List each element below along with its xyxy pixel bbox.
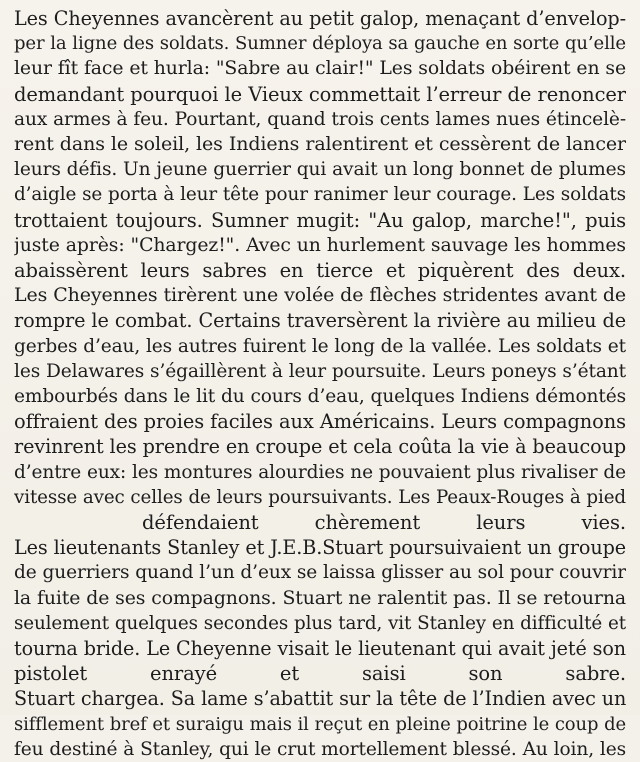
text-line: d’entre eux: les montures alourdies ne pouvaient plus rivaliser de	[14, 461, 626, 483]
text-line: de guerriers quand l’un d’eux se laissa glisser au sol pour couvrir	[14, 562, 626, 584]
text-line: Les Cheyennes tirèrent une volée de flèches stridentes avant de	[14, 284, 626, 307]
text-line: offraient des proies faciles aux Américains. Leurs compagnons	[14, 410, 626, 434]
text-line: tourna bride. Le Cheyenne visait le lieutenant qui avait jeté son	[14, 637, 626, 661]
text-line: leurs défis. Un jeune guerrier qui avait un long bonnet de plumes	[14, 159, 626, 181]
paragraph-2	[14, 283, 626, 535]
text-line: juste après: "Chargez!". Avec un hurlement sauvage les hommes	[14, 234, 626, 256]
text-line: Les Cheyennes avancèrent au petit galop, menaçant d’envelop-	[14, 7, 626, 30]
text-line: trottaient toujours. Sumner mugit: "Au galop, marche!", puis	[14, 208, 626, 232]
paragraph-1	[14, 6, 626, 283]
text-line: les Delawares s’égaillèrent à leur poursuite. Leurs poneys s’étant	[14, 360, 626, 382]
paragraph-4	[14, 686, 626, 762]
text-line: vitesse avec celles de leurs poursuivants. Les Peaux-Rouges à pied	[14, 486, 626, 508]
text-line: gerbes d’eau, les autres fuirent le long de la vallée. Les soldats et	[14, 335, 626, 357]
text-line: Les lieutenants Stanley et J.E.B.Stuart poursuivaient un groupe	[14, 536, 626, 560]
text-line: demandant pourquoi le Vieux commettait l’erreur de renoncer	[14, 82, 626, 106]
text-line: feu destiné à Stanley, qui le crut mortellement blessé. Au loin, les	[14, 738, 626, 760]
text-line: seulement quelques secondes plus tard, vit Stanley en difficulté et	[14, 612, 626, 634]
text-line: sifflement bref et suraigu mais il reçut en pleine poitrine le coup de	[14, 713, 626, 735]
text-line: pistolet enrayé et saisi son sabre.	[14, 662, 626, 686]
text-line: embourbés dans le lit du cours d’eau, quelques Indiens démontés	[14, 386, 626, 408]
text-line: rompre le combat. Certains traversèrent la rivière au milieu de	[14, 309, 626, 333]
text-line: Stuart chargea. Sa lame s’abattit sur la tête de l’Indien avec un	[14, 687, 626, 711]
text-line: abaissèrent leurs sabres en tierce et piquèrent des deux.	[14, 259, 626, 283]
text-line: rent dans le soleil, les Indiens ralentirent et cessèrent de lancer	[14, 133, 626, 156]
text-line: la fuite de ses compagnons. Stuart ne ralentit pas. Il se retourna	[14, 587, 626, 609]
text-line: d’aigle se porta à leur tête pour ranimer leur courage. Les soldats	[14, 184, 626, 206]
text-line: leur fît face et hurla: "Sabre au clair!" Les soldats obéirent en se	[14, 58, 626, 80]
paragraph-3	[14, 535, 626, 686]
text-line: défendaient chèrement leurs vies.	[142, 511, 626, 535]
text-line: aux armes à feu. Pourtant, quand trois cents lames nues étincelè-	[14, 108, 626, 130]
text-line: revinrent les prendre en croupe et cela coûta la vie à beaucoup	[14, 435, 626, 459]
body-text	[14, 6, 626, 762]
text-line: per la ligne des soldats. Sumner déploya sa gauche en sorte qu’elle	[14, 33, 626, 55]
